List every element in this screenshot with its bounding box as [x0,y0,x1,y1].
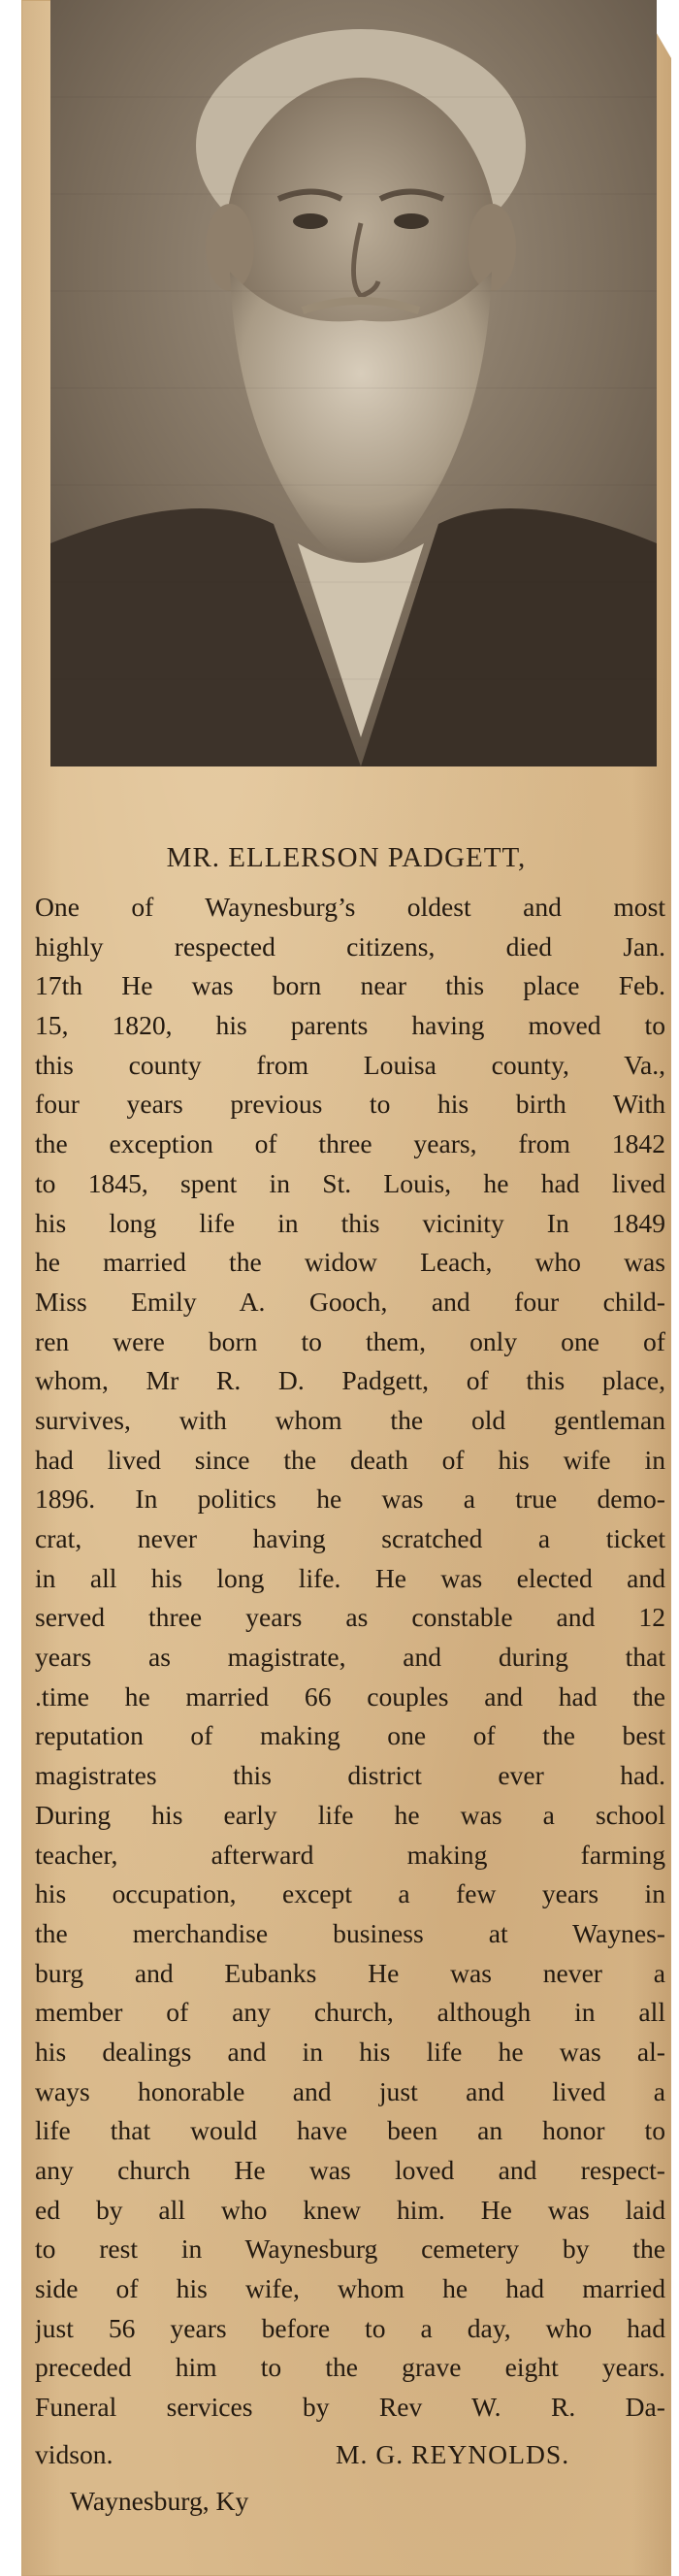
body-line: side of his wife, whom he had married [35,2273,665,2304]
body-line: any church He was loved and respect- [35,2155,665,2185]
body-line: four years previous to his birth With [35,1089,665,1120]
portrait-photo [50,0,657,766]
portrait-image [50,0,657,766]
body-line: to rest in Waynesburg cemetery by the [35,2234,665,2265]
obituary-headline: MR. ELLERSON PADGETT, [166,842,527,873]
body-line: teacher, afterward making farming [35,1839,665,1870]
body-line: .time he married 66 couples and had the [35,1680,665,1712]
body-line: survives, with whom the old gentleman [35,1404,665,1435]
body-line: highly respected citizens, died Jan. [35,930,665,962]
body-line: in all his long life. He was elected and [35,1562,665,1593]
newspaper-clipping [21,0,671,2576]
body-line: served three years as constable and 12 [35,1602,665,1633]
signoff-row [35,2439,665,2470]
author-signature: M. G. REYNOLDS. [336,2439,570,2469]
body-line: Miss Emily A. Gooch, and four child- [35,1286,665,1317]
body-line: he married the widow Leach, who was [35,1247,665,1278]
body-line: his occupation, except a few years in [35,1878,665,1909]
body-line: whom, Mr R. D. Padgett, of this place, [35,1365,665,1396]
body-line: the merchandise business at Waynes- [35,1917,665,1948]
dateline-place: Waynesburg, Ky [70,2486,249,2516]
body-line: his long life in this vicinity In 1849 [35,1207,665,1238]
body-line: the exception of three years, from 1842 [35,1128,665,1159]
body-line: life that would have been an honor to [35,2115,665,2146]
body-line: One of Waynesburg’s oldest and most [35,892,665,922]
body-line: magistrates this district ever had. [35,1760,665,1791]
body-line: During his early life he was a school [35,1799,665,1830]
body-line: this county from Louisa county, Va., [35,1049,665,1080]
body-line: preceded him to the grave eight years. [35,2352,665,2383]
body-line: 15, 1820, his parents having moved to [35,1010,665,1041]
body-line: 1896. In politics he was a true demo- [35,1484,665,1515]
body-line: 17th He was born near this place Feb. [35,970,665,1001]
body-line: crat, never having scratched a ticket [35,1523,665,1553]
body-line: his dealings and in his life he was al- [35,2036,665,2067]
final-body-line: vidson. [35,2439,113,2469]
body-line: to 1845, spent in St. Louis, he had lived [35,1167,665,1198]
body-line: burg and Eubanks He was never a [35,1957,665,1988]
body-line: just 56 years before to a day, who had [35,2312,665,2343]
body-line: ways honorable and just and lived a [35,2075,665,2106]
body-line: reputation of making one of the best [35,1720,665,1751]
body-line: years as magistrate, and during that [35,1642,665,1673]
body-line: Funeral services by Rev W. R. Da- [35,2392,665,2423]
body-line: member of any church, although in all [35,1997,665,2028]
body-line: ed by all who knew him. He was laid [35,2194,665,2225]
body-line: ren were born to them, only one of [35,1325,665,1356]
body-line: had lived since the death of his wife in [35,1444,665,1475]
obituary-body [35,888,665,2428]
